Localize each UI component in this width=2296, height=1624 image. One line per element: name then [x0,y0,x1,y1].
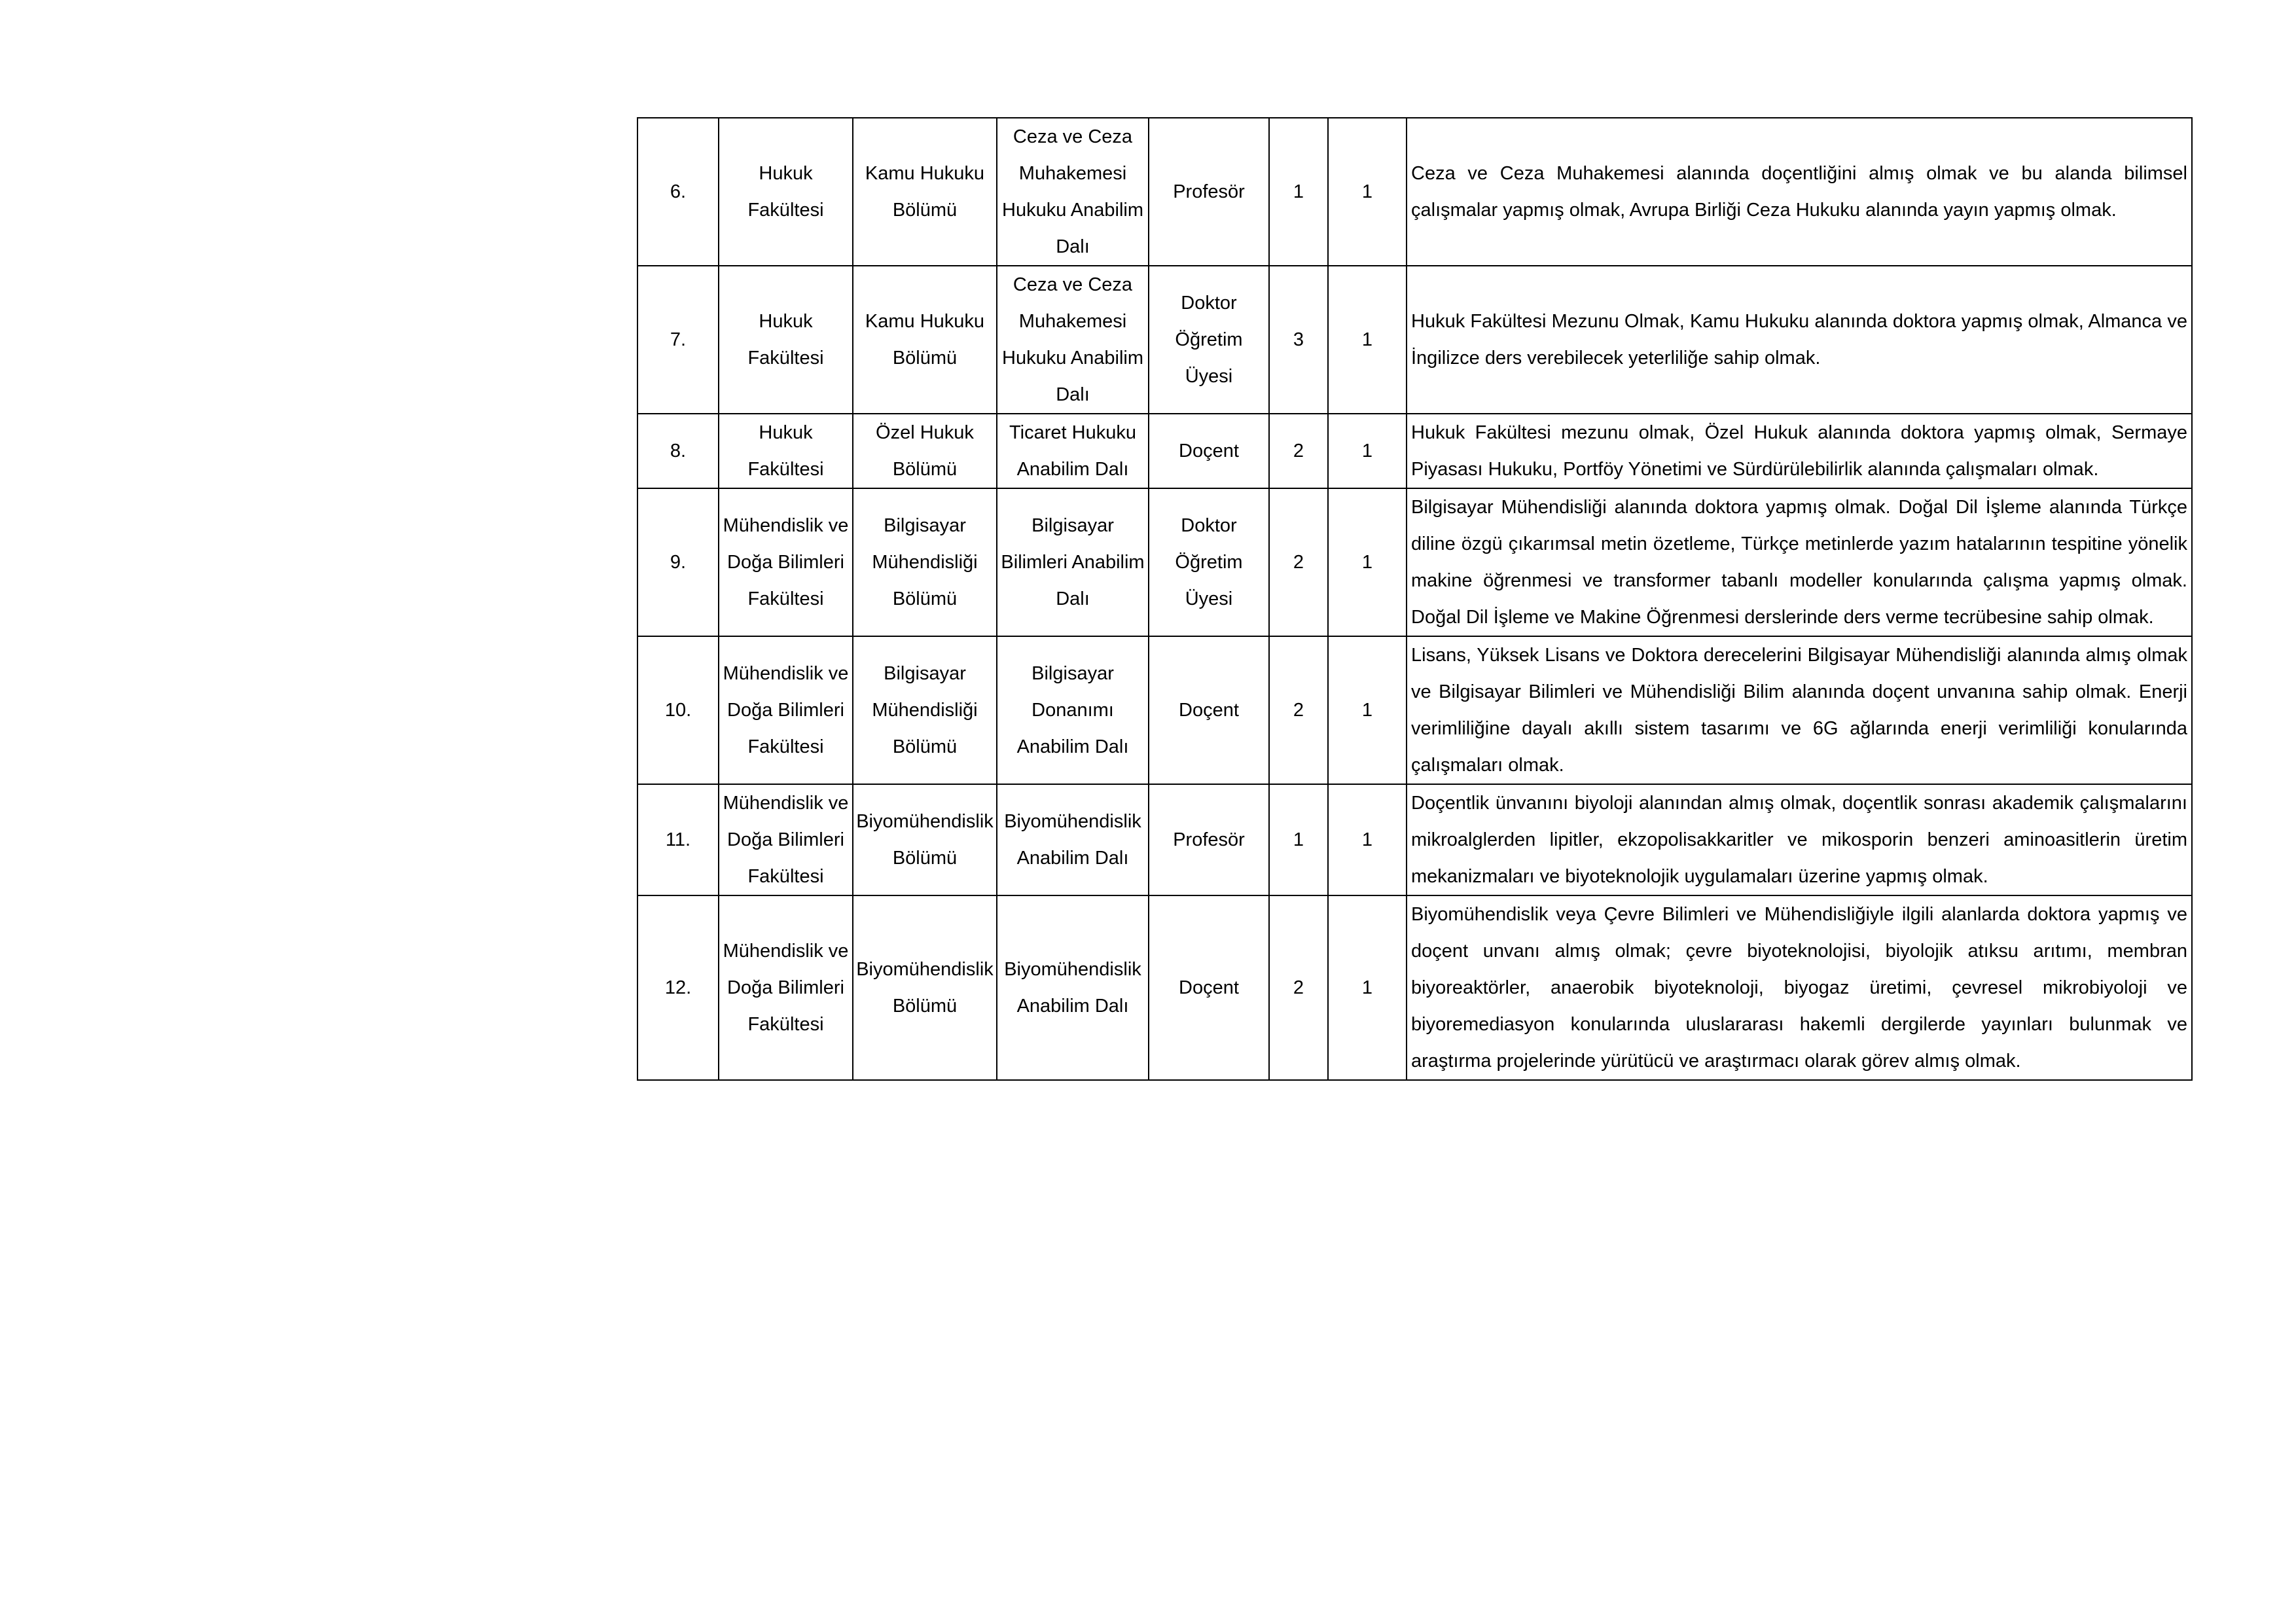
requirements-cell: Hukuk Fakültesi mezunu olmak, Özel Hukuk alanında doktora yapmış olmak, Sermaye Piyasası Hukuku, Portföy Yönetimi ve Sürdürülebilirlik alanında çalışmaları olmak. [1407,414,2192,488]
count-cell: 1 [1328,414,1407,488]
count-cell: 1 [1328,488,1407,636]
faculty-cell: Mühendislik ve Doğa Bilimleri Fakültesi [719,895,853,1080]
table-row [637,636,2192,784]
degree-cell: 2 [1269,488,1328,636]
department-cell: Biyomühendislik Bölümü [853,784,997,895]
department-cell: Kamu Hukuku Bölümü [853,118,997,266]
division-cell: Biyomühendislik Anabilim Dalı [997,895,1149,1080]
department-cell: Özel Hukuk Bölümü [853,414,997,488]
table-row [637,784,2192,895]
requirements-cell: Biyomühendislik veya Çevre Bilimleri ve Mühendisliğiyle ilgili alanlarda doktora yapmış ve doçent unvanı almış olmak; çevre biyoteknolojisi, biyolojik atıksu arıtımı, membran biyoreaktörler, anaerobik biyoteknoloji, biyogaz üretimi, çevresel mikrobiyoloji ve biyoremediasyon konularında uluslararası hakemli dergilerde yayınları bulunmak ve araştırma projelerinde yürütücü ve araştırmacı olarak görev almış olmak. [1407,895,2192,1080]
degree-cell: 3 [1269,266,1328,414]
department-cell: Bilgisayar Mühendisliği Bölümü [853,488,997,636]
division-cell: Ticaret Hukuku Anabilim Dalı [997,414,1149,488]
requirements-cell: Ceza ve Ceza Muhakemesi alanında doçentliğini almış olmak ve bu alanda bilimsel çalışmalar yapmış olmak, Avrupa Birliği Ceza Hukuku alanında yayın yapmış olmak. [1407,118,2192,266]
degree-cell: 2 [1269,636,1328,784]
row-number: 6. [637,118,719,266]
count-cell: 1 [1328,895,1407,1080]
faculty-cell: Hukuk Fakültesi [719,118,853,266]
title-cell: Doçent [1149,414,1269,488]
requirements-cell: Doçentlik ünvanını biyoloji alanından almış olmak, doçentlik sonrası akademik çalışmalarını mikroalglerden lipitler, ekzopolisakkaritler ve mikosporin benzeri aminoasitlerin üretim mekanizmaları ve biyoteknolojik uygulamaları üzerine yapmış olmak. [1407,784,2192,895]
count-cell: 1 [1328,784,1407,895]
title-cell: Profesör [1149,784,1269,895]
table-row [637,895,2192,1080]
faculty-cell: Mühendislik ve Doğa Bilimleri Fakültesi [719,636,853,784]
table-row [637,266,2192,414]
faculty-cell: Hukuk Fakültesi [719,266,853,414]
faculty-cell: Hukuk Fakültesi [719,414,853,488]
requirements-cell: Lisans, Yüksek Lisans ve Doktora derecelerini Bilgisayar Mühendisliği alanında almış olmak ve Bilgisayar Bilimleri ve Mühendisliği Bilim alanında doçent unvanına sahip olmak. Enerji verimliliğine dayalı akıllı sistem tasarımı ve 6G ağlarında enerji verimliliği konularında çalışmaları olmak. [1407,636,2192,784]
count-cell: 1 [1328,266,1407,414]
department-cell: Kamu Hukuku Bölümü [853,266,997,414]
table-row [637,118,2192,266]
row-number: 7. [637,266,719,414]
row-number: 11. [637,784,719,895]
table-row [637,488,2192,636]
degree-cell: 2 [1269,895,1328,1080]
title-cell: Doçent [1149,895,1269,1080]
title-cell: Doktor Öğretim Üyesi [1149,266,1269,414]
faculty-cell: Mühendislik ve Doğa Bilimleri Fakültesi [719,784,853,895]
row-number: 8. [637,414,719,488]
count-cell: 1 [1328,118,1407,266]
requirements-cell: Hukuk Fakültesi Mezunu Olmak, Kamu Hukuku alanında doktora yapmış olmak, Almanca ve İngilizce ders verebilecek yeterliliğe sahip olmak. [1407,266,2192,414]
row-number: 9. [637,488,719,636]
division-cell: Bilgisayar Donanımı Anabilim Dalı [997,636,1149,784]
department-cell: Bilgisayar Mühendisliği Bölümü [853,636,997,784]
count-cell: 1 [1328,636,1407,784]
title-cell: Doktor Öğretim Üyesi [1149,488,1269,636]
academic-staff-table [637,117,2193,1081]
division-cell: Ceza ve Ceza Muhakemesi Hukuku Anabilim Dalı [997,266,1149,414]
division-cell: Biyomühendislik Anabilim Dalı [997,784,1149,895]
department-cell: Biyomühendislik Bölümü [853,895,997,1080]
title-cell: Doçent [1149,636,1269,784]
table-row [637,414,2192,488]
division-cell: Ceza ve Ceza Muhakemesi Hukuku Anabilim Dalı [997,118,1149,266]
row-number: 12. [637,895,719,1080]
degree-cell: 1 [1269,118,1328,266]
requirements-cell: Bilgisayar Mühendisliği alanında doktora yapmış olmak. Doğal Dil İşleme alanında Türkçe diline özgü çıkarımsal metin özetleme, Türkçe metinlerde yazım hatalarının tespitine yönelik makine öğrenmesi ve transformer tabanlı modeller konularında çalışma yapmış olmak. Doğal Dil İşleme ve Makine Öğrenmesi derslerinde ders verme tecrübesine sahip olmak. [1407,488,2192,636]
degree-cell: 2 [1269,414,1328,488]
degree-cell: 1 [1269,784,1328,895]
division-cell: Bilgisayar Bilimleri Anabilim Dalı [997,488,1149,636]
faculty-cell: Mühendislik ve Doğa Bilimleri Fakültesi [719,488,853,636]
title-cell: Profesör [1149,118,1269,266]
row-number: 10. [637,636,719,784]
